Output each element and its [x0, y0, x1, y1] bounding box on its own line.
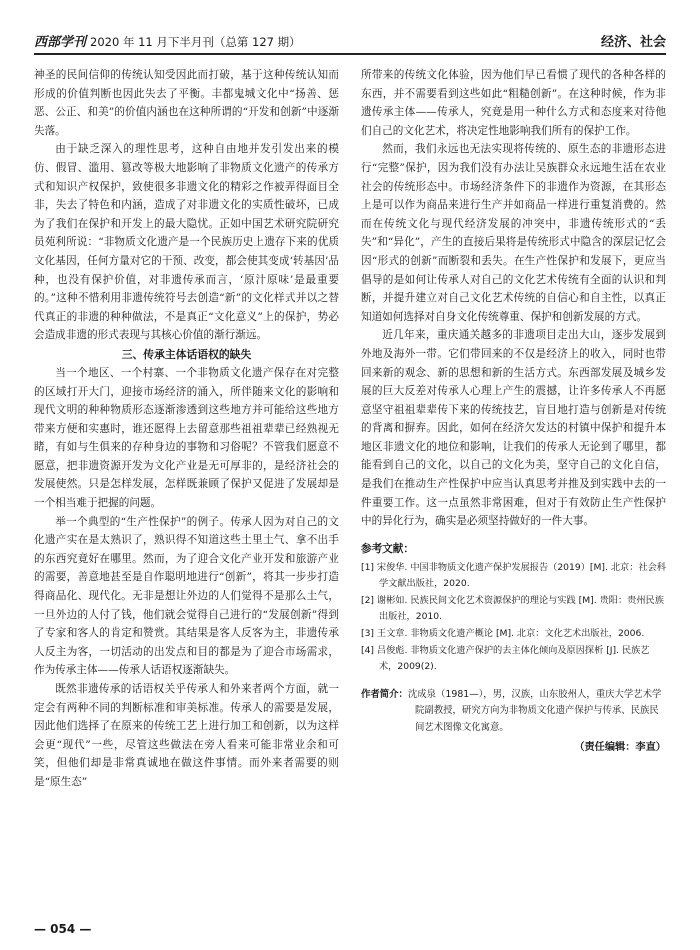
reference-item: [3] 王文章. 非物质文化遗产概论 [M]. 北京：文化艺术出版社，2006.: [361, 627, 645, 639]
article-body: [34, 66, 666, 916]
author-text: 沈成泉（1981—），男，汉族，山东胶州人，重庆大学艺术学院副教授，研究方向为非物质文化遗产保护与传承、民族民间艺术图像文化寓意。: [407, 688, 662, 733]
reference-item: [4] 吕俊彪. 非物质文化遗产保护的去主体化倾向及原因探析 [J]. 民族艺术，2009(2).: [361, 644, 650, 672]
journal-header: [34, 31, 301, 50]
references-title: 参考文献：: [361, 542, 414, 555]
paragraph: 举一个典型的“生产性保护”的例子。传承人因为对自己的文化遗产实在是太熟识了，熟识得不知道这些土里土气、拿不出手的东西究竟好在哪里。然而，为了迎合文化产业开发和旅游产业的需要，善意地甚至是自作聪明地进行“创新”，将其一步步打造得商品化、现代化。无非是想让外边的人们觉得不是那么土气，一旦外边的人付了钱，他们就会觉得自己进行的“发展创新”得到了专家和客人的肯定和赞赏。其结果是客人反客为主，非遗传承人反主为客，一切活动的出发点和目的都是为了迎合市场需求，作为传承主体——传承人话语权逐渐缺失。: [34, 515, 339, 677]
paragraph: 由于缺乏深入的理性思考，这种自由地并发引发出来的模仿、假冒、滥用、篡改等极大地影响了非物质文化遗产的传承方式和知识产权保护，致使很多非遗文化的精彩之作被弄得面目全非，失去了特色和内涵，造成了对非遗文化的实质性破坏，已成为了我们在保护和开发上的最大隐忧。正如中国艺术研究院研究员苑利所说：“非物质文化遗产是一个民族历史上遗存下来的优质文化基因，任何方量对它的干预、改变，都会使其变成‘转基因’品种，也没有保护价值，对非遗传承而言，‘原汁原味’是最重要的。”这种不惜利用非遗传统符号去创造“新”的文化样式并以之替代真正的非遗的种种做法，不是真正“文化意义”上的保护，势必会造成非遗的形式表现与其核心价值的渐行渐远。: [34, 143, 339, 342]
page-number: — 054 —: [34, 922, 92, 936]
journal-logo: 西部学刊: [34, 35, 87, 50]
paragraph: 神圣的民间信仰的传统认知受因此而打破，基于这种传统认知而形成的价值判断也因此失去了平衡。丰都鬼城文化中“扬善、惩恶、公正、和美”的价值内涵也在这种所谓的“开发和创新”中逐渐失落。: [34, 69, 339, 137]
paragraph: 近几年来，重庆通关越多的非遗项目走出大山，逐步发展到外地及海外一带。它们带回来的不仅是经济上的收入，同时也带回来新的观念、新的思想和新的生活方式。东西部发展及城乡发展的巨大反差对传承人心理上产生的震撼，让许多传承人不再愿意坚守祖祖辈辈传下来的传统技艺，盲目地打造与创新是对传统的背离和摒弃。因此，如何在经济欠发达的村镇中保护和提升本地区非遗文化的地位和影响，让我们的传承人无论到了哪里，都能看到自己的文化，以自己的文化为美，坚守自己的文化自信，是我们在推动生产性保护中应当认真思考并推及到实践中去的一件重要工作。这一点虽然非常困难，但对于有效防止生产性保护中的异化行为，确实是必须坚持做好的一件大事。: [361, 329, 666, 528]
right-column: [361, 66, 666, 916]
paragraph: 所带来的传统文化体验，因为他们早已看惯了现代的各种各样的东西，并不需要看到这些如此“粗糙创新”。在这种时候，作为非遗传承主体——传承人，究竟是用一种什么方式和态度来对待他们自己的文化艺术，将决定性地影响我们所有的保护工作。: [361, 69, 666, 137]
paragraph: 然而，我们永远也无法实现将传统的、原生态的非遗形态进行“完整”保护，因为我们没有办法让吴族群众永远地生活在农业社会的传统形态中。市场经济条件下的非遗作为资源，在其形态上是可以作为商品来进行生产并如商品一样进行重复消费的。然而在传统文化与现代经济发展的冲突中，非遗传统形式的“丢失”和“异化”，产生的直接后果将是传统形式中隐含的深层记忆会因“形式的创新”而断裂和丢失。在生产性保护和发展下，更应当倡导的是如何让传承人对自己的文化艺术传统有全面的认识和判断，并提升建立对自己文化艺术传统的自信心和自主性，以真正知道如何选择对自身文化传统尊重、保护和创新发展的方式。: [361, 143, 666, 323]
author-bio: [361, 687, 666, 737]
paragraph: 当一个地区、一个村寨、一个非物质文化遗产保存在对完整的区域打开大门，迎接市场经济的涌入，所伴随来文化的影响和现代文明的种种物质形态逐渐渗透到这些地方并可能给这些地方带来方便和实惠时，谁还愿得上去留意那些祖祖辈辈已经熟视无睹，有如与生俱来的存种身边的事物和习俗呢？不管我们愿意不愿意，把非遗资源开发为文化产业是无可厚非的，是经济社会的发展使然。只是怎样发展，怎样既兼顾了保护又促进了发展却是一个相当难于把握的问题。: [34, 366, 339, 510]
reference-item: [1] 宋俊华. 中国非物质文化遗产保护发展报告（2019）[M]. 北京：社会科学文献出版社，2020.: [361, 561, 666, 589]
section-label: 经济、社会: [600, 35, 666, 50]
left-column: [34, 66, 339, 916]
references-list: [361, 560, 666, 675]
editor-credit: （责任编辑：李直）: [574, 742, 666, 754]
page-header: [34, 24, 666, 55]
reference-item: [2] 谢彬如. 民族民间文化艺术资源保护的理论与实践 [M]. 贵阳：贵州民族出版社，2010.: [361, 594, 664, 622]
author-label: 作者简介：: [361, 688, 408, 700]
paragraph: 既然非遗传承的话语权关乎传承人和外来者两个方面，就一定会有两种不同的判断标准和审美标准。传承人的需要是发展，因此他们选择了在原来的传统工艺上进行加工和创新，以为这样会更“现代”一些，尽管这些做法在旁人看来可能非常业余和可笑，但他们却是非常真诚地在做这件事情。而外来者需要的则是“原生态”: [34, 683, 339, 788]
issue-info: 2020 年 11 月下半月刊（总第 127 期）: [90, 35, 301, 49]
section-heading: 三、传承主体话语权的缺失: [121, 347, 252, 361]
